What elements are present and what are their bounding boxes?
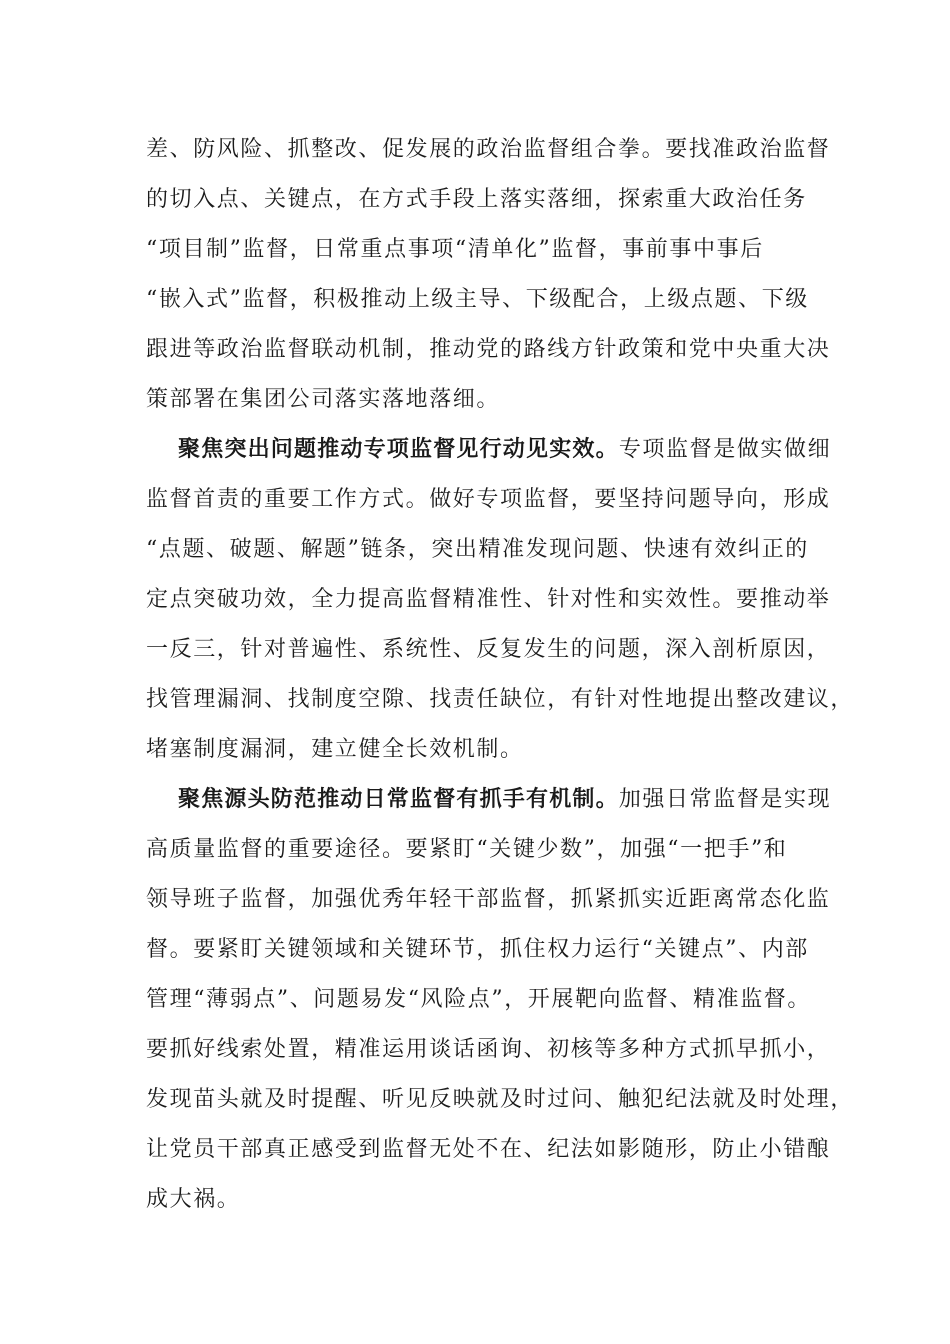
body-line <box>146 630 831 670</box>
line-text: 跟进等政治监督联动机制，推动党的路线方针政策和党中央重大决 <box>146 337 831 362</box>
line-text: 让党员干部真正感受到监督无处不在、纪法如影随形，防止小错酿 <box>146 1137 831 1162</box>
line-text: 发现苗头就及时提醒、听见反映就及时过问、触犯纪法就及时处理， <box>146 1087 855 1112</box>
line-text: 领导班子监督，加强优秀年轻干部监督，抓紧抓实近距离常态化监 <box>146 887 831 912</box>
body-line <box>146 980 826 1020</box>
body-line <box>146 830 826 870</box>
body-line <box>146 1130 831 1170</box>
body-line <box>146 280 826 320</box>
body-line <box>146 1080 855 1120</box>
body-line <box>146 1030 831 1070</box>
line-text: “点题、破题、解题”链条，突出精准发现问题、快速有效纠正的 <box>146 537 809 562</box>
body-line <box>146 380 826 420</box>
body-line <box>146 130 831 170</box>
body-line <box>146 530 826 570</box>
line-text: 高质量监督的重要途径。要紧盯“关键少数”，加强“一把手”和 <box>146 837 788 862</box>
line-text: 差、防风险、抓整改、促发展的政治监督组合拳。要找准政治监督 <box>146 137 831 162</box>
line-text: 要抓好线索处置，精准运用谈话函询、初核等多种方式抓早抓小， <box>146 1037 831 1062</box>
body-line <box>146 230 826 270</box>
line-text: 的切入点、关键点，在方式手段上落实落细，探索重大政治任务 <box>146 187 807 212</box>
body-line <box>146 930 826 970</box>
section-heading-line <box>178 780 858 820</box>
line-text: 管理“薄弱点”、问题易发“风险点”，开展靶向监督、精准监督。 <box>146 987 811 1012</box>
section-heading: 聚焦源头防范推动日常监督有抓手有机制。 <box>178 787 619 812</box>
line-text: 找管理漏洞、找制度空隙、找责任缺位，有针对性地提出整改建议， <box>146 687 855 712</box>
section-heading: 聚焦突出问题推动专项监督见行动见实效。 <box>178 437 619 462</box>
body-line <box>146 680 855 720</box>
line-text: 堵塞制度漏洞，建立健全长效机制。 <box>146 737 524 762</box>
line-text: 一反三，针对普遍性、系统性、反复发生的问题，深入剖析原因， <box>146 637 831 662</box>
line-text: “项目制”监督，日常重点事项“清单化”监督，事前事中事后 <box>146 237 764 262</box>
body-line <box>146 580 831 620</box>
body-line <box>146 1180 826 1220</box>
section-heading-line <box>178 430 858 470</box>
body-line <box>146 330 831 370</box>
body-line <box>146 180 826 220</box>
body-line <box>146 480 831 520</box>
line-text: 专项监督是做实做细 <box>618 437 832 462</box>
line-text: 定点突破功效，全力提高监督精准性、针对性和实效性。要推动举 <box>146 587 831 612</box>
line-text: “嵌入式”监督，积极推动上级主导、下级配合，上级点题、下级 <box>146 287 809 312</box>
line-text: 成大祸。 <box>146 1187 241 1212</box>
line-text: 监督首责的重要工作方式。做好专项监督，要坚持问题导向，形成 <box>146 487 831 512</box>
body-line <box>146 730 826 770</box>
line-text: 督。要紧盯关键领域和关键环节，抓住权力运行“关键点”、内部 <box>146 937 809 962</box>
line-text: 策部署在集团公司落实落地落细。 <box>146 387 501 412</box>
line-text: 加强日常监督是实现 <box>618 787 832 812</box>
body-line <box>146 880 831 920</box>
